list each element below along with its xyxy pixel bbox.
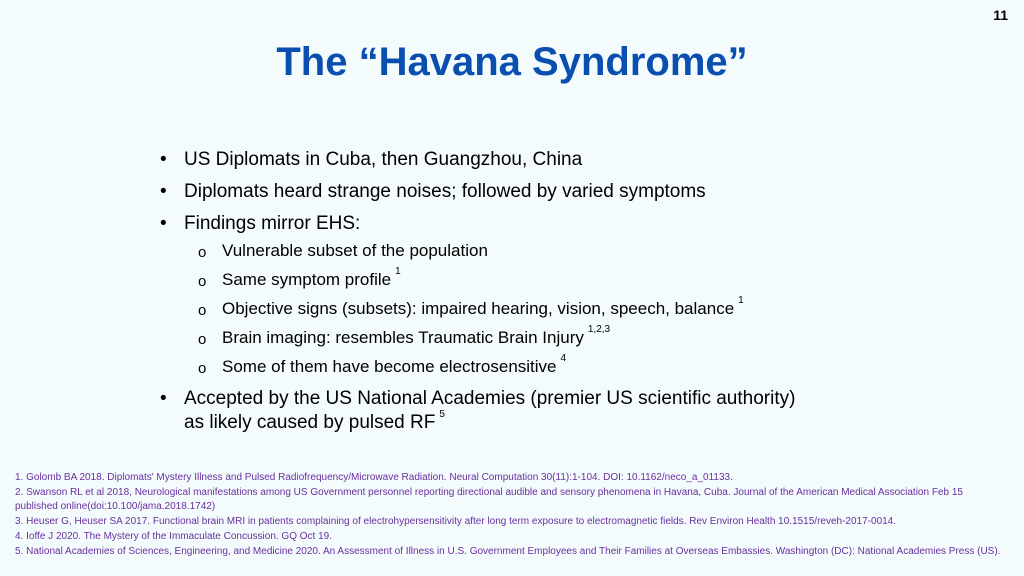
bullet-marker: • xyxy=(160,213,167,234)
citation-mark: 1 xyxy=(738,295,744,307)
sub-bullet-text: Objective signs (subsets): impaired hearing, vision, speech, balance xyxy=(222,299,735,318)
reference-item: 2. Swanson RL et al 2018, Neurological manifestations among US Government personnel reporting directional audible and sensory phenomena in Havana, Cuba. Journal of the American Medical Association Feb 15 published online(doi:10.100/jama.2018.1742) xyxy=(15,487,963,512)
sub-bullet-item xyxy=(160,295,920,320)
citation-mark: 1 xyxy=(395,266,401,278)
reference-item: 3. Heuser G, Heuser SA 2017. Functional brain MRI in patients complaining of electrohypersensitivity after long term exposure to electromagnetic fields. Rev Environ Health 10.1515/reveh-2017-0014. xyxy=(15,516,897,527)
sub-bullet-text: Brain imaging: resembles Traumatic Brain Injury xyxy=(222,328,584,347)
bullet-text: Findings mirror EHS: xyxy=(184,213,361,234)
bullet-text: US Diplomats in Cuba, then Guangzhou, China xyxy=(184,149,583,170)
citation-mark: 4 xyxy=(560,353,567,365)
slide-number: 11 xyxy=(993,7,1008,23)
citation-mark: 5 xyxy=(439,408,445,420)
sub-bullet-marker: o xyxy=(198,302,207,319)
bullet-marker: • xyxy=(160,149,167,170)
sub-bullet-marker: o xyxy=(198,244,207,261)
sub-bullet-text: Some of them have become electrosensitive xyxy=(222,357,557,376)
reference-item: 1. Golomb BA 2018. Diplomats' Mystery Illness and Pulsed Radiofrequency/Microwave Radiation. Neural Computation 30(11):1-104. DOI: 10.1162/neco_a_01133. xyxy=(15,472,733,483)
reference-item: 4. Ioffe J 2020. The Mystery of the Immaculate Concussion. GQ Oct 19. xyxy=(15,531,333,542)
sub-bullet-text: Vulnerable subset of the population xyxy=(222,241,488,260)
sub-bullet-marker: o xyxy=(198,273,207,290)
sub-bullet-item xyxy=(160,240,920,262)
bullet-item xyxy=(160,212,920,236)
sub-bullet-item xyxy=(160,353,920,378)
bullet-marker: • xyxy=(160,181,167,202)
bullet-item xyxy=(160,148,920,172)
sub-bullet-item xyxy=(160,324,920,349)
bullet-item xyxy=(160,387,920,435)
sub-bullet-list xyxy=(160,240,920,378)
sub-bullet-marker: o xyxy=(198,360,207,377)
bullet-text-continued: as likely caused by pulsed RF xyxy=(184,412,436,433)
bullet-text: Accepted by the US National Academies (premier US scientific authority) xyxy=(184,388,796,409)
reference-item: 5. National Academies of Sciences, Engineering, and Medicine 2020. An Assessment of Illness in U.S. Government Employees and Their Families at Overseas Embassies. Washington (DC): National Academies Press (US). xyxy=(15,546,1001,557)
bullet-list xyxy=(160,148,920,443)
bullet-marker: • xyxy=(160,388,167,409)
bullet-text: Diplomats heard strange noises; followed by varied symptoms xyxy=(184,181,706,202)
references xyxy=(15,471,1005,560)
slide-title: The “Havana Syndrome” xyxy=(276,40,748,84)
bullet-item xyxy=(160,180,920,204)
citation-mark: 1,2,3 xyxy=(587,324,611,336)
sub-bullet-marker: o xyxy=(198,331,207,348)
sub-bullet-text: Same symptom profile xyxy=(222,270,392,289)
sub-bullet-item xyxy=(160,266,920,291)
